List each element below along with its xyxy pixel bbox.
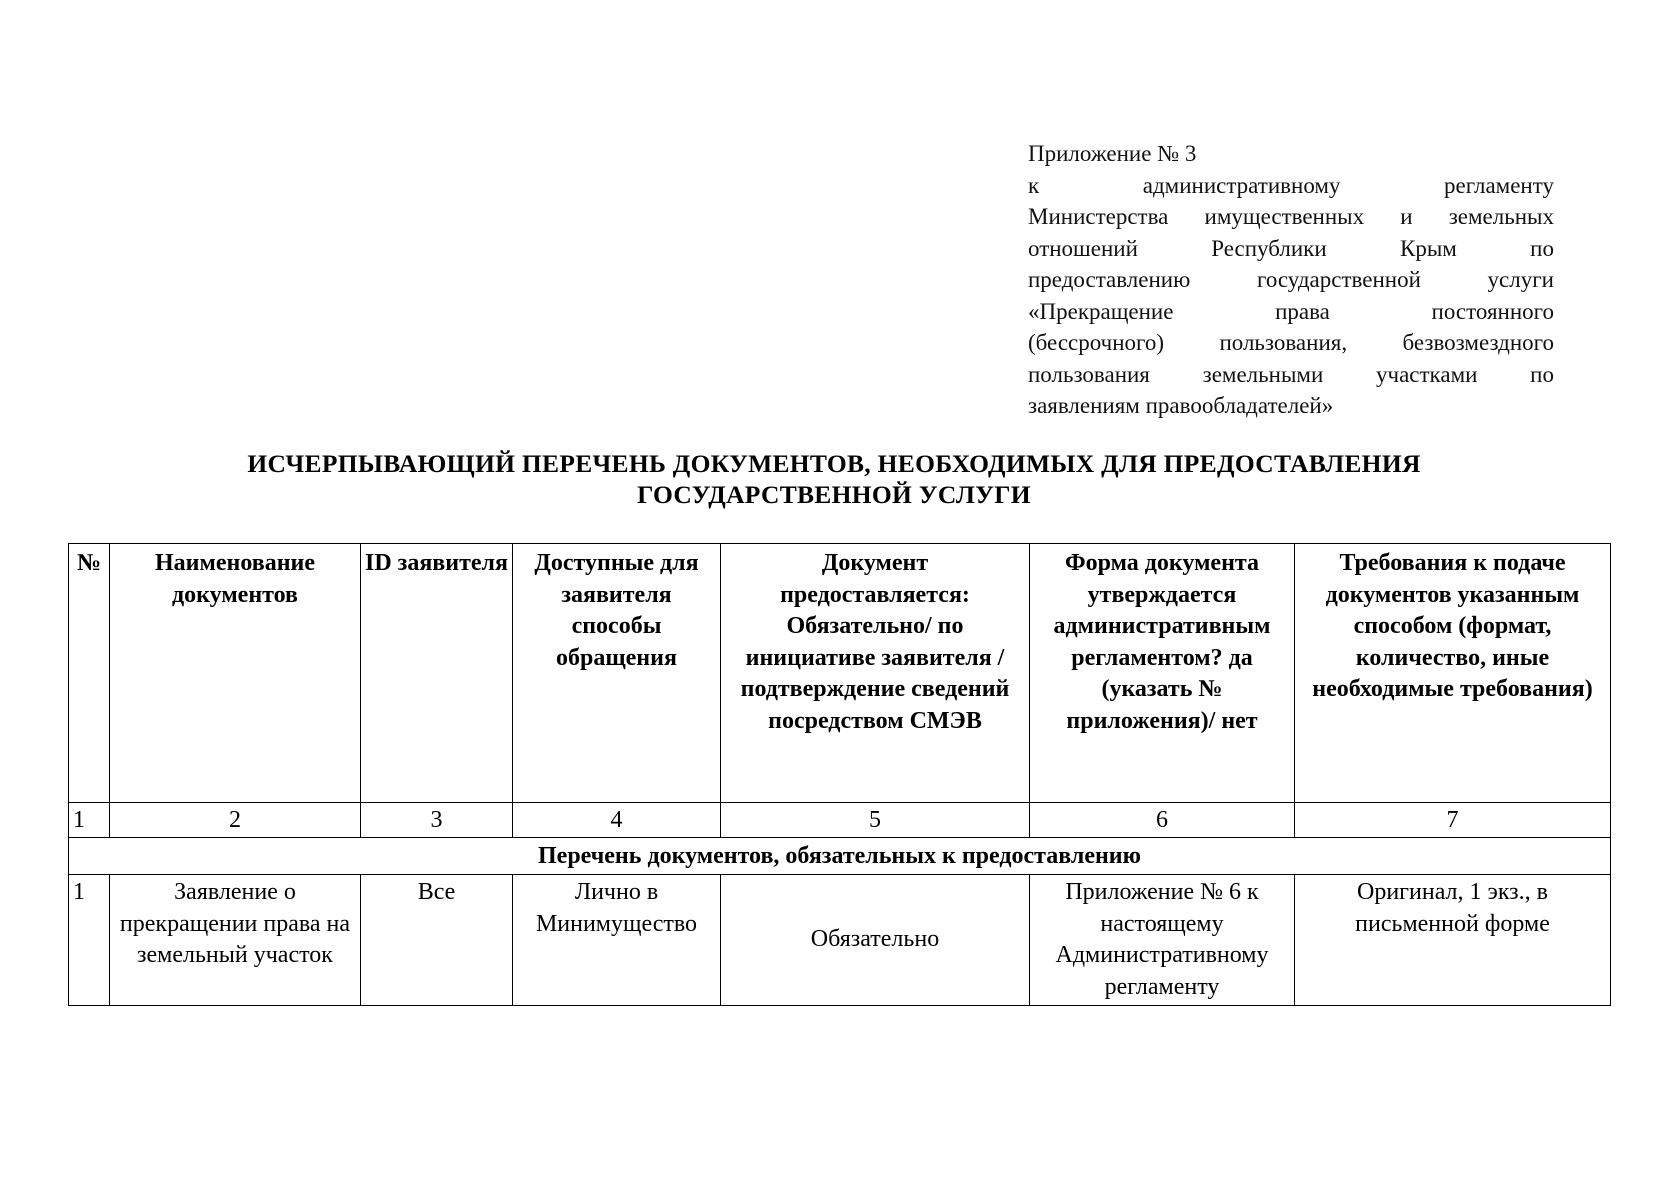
header-requirements: Требования к подаче документов указанным способом (формат, количество, иные необходимые требования) (1295, 544, 1611, 803)
documents-table (68, 543, 1611, 1006)
column-number: 2 (110, 803, 361, 838)
column-number: 7 (1295, 803, 1611, 838)
column-number: 1 (69, 803, 110, 838)
heading-line-2: ГОСУДАРСТВЕННОЙ УСЛУГИ (637, 480, 1031, 509)
column-number: 5 (721, 803, 1030, 838)
header-methods: Доступные для заявителя способы обращения (513, 544, 721, 803)
appendix-line: отношений Республики Крым по (1028, 235, 1554, 261)
header-row (69, 544, 1611, 803)
row-requirements: Оригинал, 1 экз., в письменной форме (1295, 875, 1611, 1006)
appendix-line: «Прекращение права постоянного (1028, 298, 1554, 324)
appendix-line: пользования земельными участками по (1028, 361, 1554, 387)
column-number: 3 (361, 803, 513, 838)
row-form: Приложение № 6 к настоящему Административному регламенту (1030, 875, 1295, 1006)
appendix-line: Приложение № 3 (1028, 141, 1197, 166)
appendix-line: Министерства имущественных и земельных (1028, 204, 1554, 229)
row-methods: Лично в Минимущество (513, 875, 721, 1006)
row-applicant-id: Все (361, 875, 513, 1006)
row-document-name: Заявление о прекращении права на земельный участок (110, 875, 361, 1006)
appendix-line: к административному регламенту (1028, 172, 1554, 198)
appendix-line: предоставлению государственной услуги (1028, 267, 1554, 292)
header-provided: Документ предоставляется: Обязательно/ по инициативе заявителя /подтверждение сведений посредством СМЭВ (721, 544, 1030, 803)
section-title: Перечень документов, обязательных к предоставлению (69, 838, 1611, 875)
column-numbers-row (69, 803, 1611, 838)
document-heading (0, 448, 1668, 510)
column-number: 4 (513, 803, 721, 838)
row-provided: Обязательно (721, 875, 1030, 1006)
heading-line-1: ИСЧЕРПЫВАЮЩИЙ ПЕРЕЧЕНЬ ДОКУМЕНТОВ, НЕОБХОДИМЫХ ДЛЯ ПРЕДОСТАВЛЕНИЯ (247, 449, 1421, 478)
header-document-name: Наименование документов (110, 544, 361, 803)
appendix-block (1028, 138, 1554, 422)
table-row (69, 875, 1611, 1006)
column-number: 6 (1030, 803, 1295, 838)
header-number: № (69, 544, 110, 803)
header-form: Форма документа утверждается административным регламентом? да (указать № приложения)/ нет (1030, 544, 1295, 803)
appendix-line: заявлениям правообладателей» (1028, 393, 1334, 418)
row-number: 1 (69, 875, 110, 1006)
header-applicant-id: ID заявителя (361, 544, 513, 803)
appendix-line: (бессрочного) пользования, безвозмездного (1028, 330, 1554, 355)
section-row (69, 838, 1611, 875)
